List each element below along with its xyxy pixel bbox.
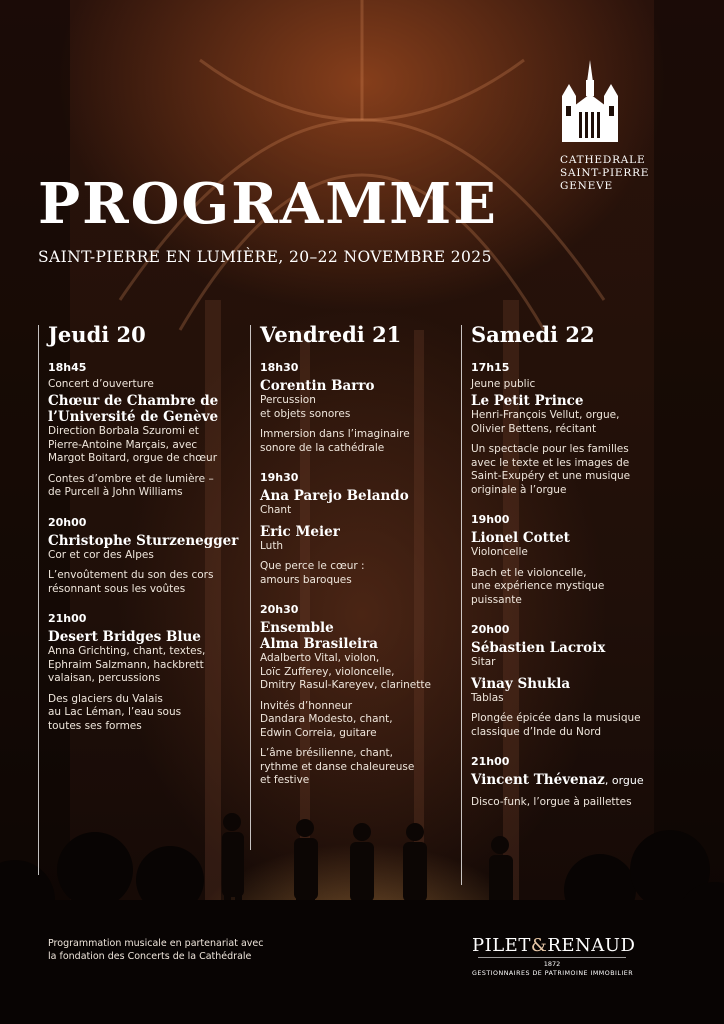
performer-role: Luth <box>260 539 284 552</box>
day-column-thursday <box>38 322 243 749</box>
event-time: 18h45 <box>48 361 87 374</box>
performer-name: Lionel Cottet <box>471 530 570 546</box>
performer <box>48 533 243 563</box>
event <box>471 623 666 739</box>
event <box>260 361 455 455</box>
event-description: Bach et le violoncelle, une expérience mystique puissante <box>471 566 605 606</box>
event-description: Plongée épicée dans la musique classique d’Inde du Nord <box>471 712 641 738</box>
event-description: Des glaciers du Valais au Lac Léman, l’eau sous toutes ses formes <box>48 692 182 732</box>
event-label: Concert d’ouverture <box>48 378 154 390</box>
page-subtitle: SAINT-PIERRE EN LUMIÈRE, 20–22 NOVEMBRE 2025 <box>38 248 492 266</box>
event-time: 20h00 <box>471 623 510 636</box>
performer-name: Eric Meier <box>260 523 340 540</box>
performer <box>48 629 243 686</box>
sponsor-year: 1872 <box>478 957 626 968</box>
event-description: Un spectacle pour les familles avec le texte et les images de Saint-Exupéry et une musique originale à l’orgue <box>471 443 631 496</box>
performer-role: Henri-François Vellut, orgue, Olivier Bettens, récitant <box>471 409 620 435</box>
performer-name: Ana Parejo Belando <box>260 488 409 504</box>
event-time: 17h15 <box>471 361 510 374</box>
event-description: L’envoûtement du son des cors résonnant sous les voûtes <box>48 569 214 595</box>
header <box>38 171 498 266</box>
event <box>260 471 455 587</box>
partnership-note: Programmation musicale en partenariat avec la fondation des Concerts de la Cathédrale <box>48 938 264 962</box>
sponsor-name <box>472 935 636 956</box>
performer <box>471 640 666 670</box>
performer-role-inline: , orgue <box>604 774 644 787</box>
performer-role: Adalberto Vital, violon, Loïc Zufferey, violoncelle, Dmitry Rasul-Kareyev, clarinette <box>260 652 431 691</box>
sponsor-ampersand: & <box>530 935 548 956</box>
performer <box>471 772 666 789</box>
event-time: 21h00 <box>48 612 87 625</box>
day-title: Jeudi 20 <box>48 322 146 347</box>
event-time: 21h00 <box>471 755 510 768</box>
day-title: Vendredi 21 <box>260 322 402 347</box>
sponsor-name-part: RENAUD <box>547 935 636 956</box>
performer-role: Chant <box>260 504 292 516</box>
event <box>260 603 455 788</box>
event <box>48 612 243 733</box>
performer <box>471 676 666 706</box>
event-description: Invités d’honneur Dandara Modesto, chant, Edwin Correia, guitare <box>260 699 393 739</box>
event-time: 20h30 <box>260 603 299 616</box>
performer <box>260 620 455 693</box>
event-label: Jeune public <box>471 378 536 390</box>
page-title: PROGRAMME <box>38 171 498 237</box>
event <box>471 513 666 607</box>
performer-role: Percussion et objets sonores <box>260 394 351 420</box>
event-time: 19h30 <box>260 471 299 484</box>
performer-role: Direction Borbala Szuromi et Pierre-Antoine Marçais, avec Margot Boitard, orgue de chœur <box>48 425 218 464</box>
event-description: Contes d’ombre et de lumière – de Purcell à John Williams <box>48 472 214 498</box>
performer-name: Vinay Shukla <box>471 675 571 692</box>
performer-role: Tablas <box>471 691 504 704</box>
performer-name: Le Petit Prince <box>471 393 584 409</box>
day-title: Samedi 22 <box>471 322 595 347</box>
cathedral-name: CATHEDRALE SAINT-PIERRE GENEVE <box>560 154 650 192</box>
sponsor-logo <box>472 935 636 977</box>
event-description: Immersion dans l’imaginaire sonore de la cathédrale <box>260 428 410 454</box>
event-description: Disco-funk, l’orgue à paillettes <box>471 796 632 808</box>
performer <box>471 530 666 560</box>
event-time: 19h00 <box>471 513 510 526</box>
performer-name: Ensemble Alma Brasileira <box>260 620 379 652</box>
cathedral-icon <box>560 60 620 142</box>
performer-role: Anna Grichting, chant, textes, Ephraim Salzmann, hackbrett valaisan, percussions <box>48 645 206 684</box>
day-column-saturday <box>461 322 666 826</box>
performer-name: Desert Bridges Blue <box>48 629 201 645</box>
event <box>471 755 666 810</box>
event <box>48 361 243 500</box>
event-time: 20h00 <box>48 515 87 529</box>
performer <box>260 378 455 421</box>
performer-name: Corentin Barro <box>260 378 375 394</box>
performer-name: Christophe Sturzenegger <box>48 532 239 549</box>
event-time: 18h30 <box>260 361 299 374</box>
performer-name: Sébastien Lacroix <box>471 640 606 656</box>
performer <box>260 488 455 518</box>
performer-name: Chœur de Chambre de l’Université de Genève <box>48 393 219 425</box>
cathedral-logo <box>560 60 680 193</box>
performer-role: Cor et cor des Alpes <box>48 548 154 561</box>
performer-role: Sitar <box>471 656 496 668</box>
performer <box>471 393 666 436</box>
event-description: Que perce le cœur : amours baroques <box>260 560 365 586</box>
performer-name <box>471 772 666 789</box>
event <box>48 516 243 597</box>
performer-name-text: Vincent Thévenaz <box>471 772 605 788</box>
performer-role: Violoncelle <box>471 546 528 558</box>
event-description: L’âme brésilienne, chant, rythme et danse chaleureuse et festive <box>260 747 415 786</box>
performer <box>260 524 455 554</box>
performer <box>48 393 243 466</box>
sponsor-tagline: GESTIONNAIRES DE PATRIMOINE IMMOBILIER <box>472 970 634 977</box>
sponsor-name-part: PILET <box>472 935 531 956</box>
day-column-friday <box>250 322 455 804</box>
event <box>471 361 666 497</box>
